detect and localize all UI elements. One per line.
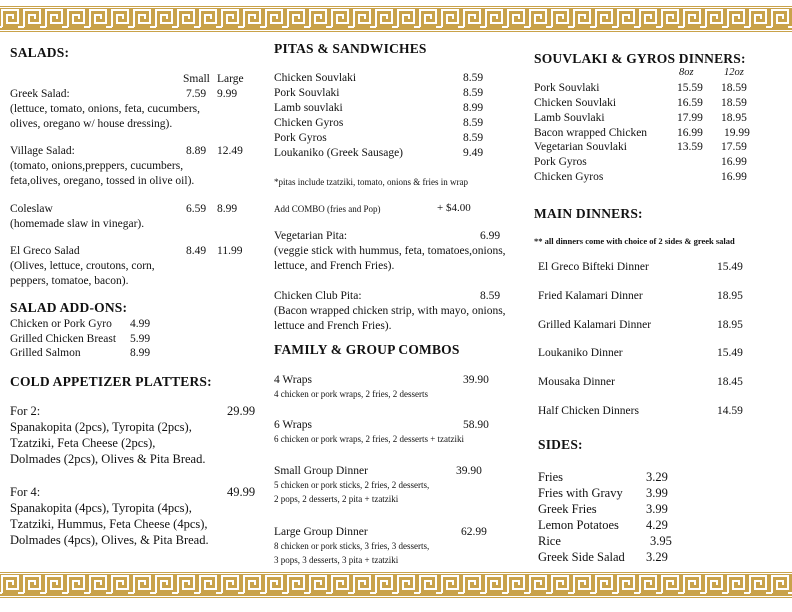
platter-line: Dolmades (2pcs), Olives & Pita Bread. <box>10 452 206 466</box>
greek-key-pattern-icon <box>0 6 792 32</box>
side-name: Greek Side Salad <box>538 550 625 564</box>
souvlaki-name: Lamb Souvlaki <box>534 112 605 124</box>
side-price: 4.29 <box>646 518 668 532</box>
pita-price: 9.49 <box>463 147 484 159</box>
side-name: Fries with Gravy <box>538 486 623 500</box>
pita-price: 8.59 <box>463 72 484 84</box>
combo-label: Add COMBO (fries and Pop) <box>274 204 381 214</box>
combo-desc: 5 chicken or pork sticks, 2 fries, 2 desserts, <box>274 480 430 490</box>
greek-key-border-top <box>0 6 792 32</box>
salad-desc: feta,olives, oregano, tossed in olive oil). <box>10 175 195 187</box>
pita-price: 8.59 <box>463 132 484 144</box>
veg-pita-desc: lettuce, and French Fries). <box>274 260 395 272</box>
platter-name: For 2: <box>10 404 41 418</box>
pita-price: 8.99 <box>463 102 484 114</box>
dinner-name: Half Chicken Dinners <box>538 405 639 417</box>
combo-name: Large Group Dinner <box>274 526 368 538</box>
salad-small-price: 7.59 <box>186 88 207 100</box>
platter-line: Dolmades (4pcs), Olives, & Pita Bread. <box>10 533 209 547</box>
side-price: 3.99 <box>646 502 668 516</box>
souvlaki-8oz-price: 13.59 <box>677 141 703 153</box>
salad-name: Greek Salad: <box>10 88 70 100</box>
club-pita-desc: lettuce and French Fries). <box>274 320 392 332</box>
souvlaki-col-12oz: 12oz <box>724 67 744 78</box>
salad-desc: olives, oregano w/ house dressing). <box>10 118 173 130</box>
platter-line: Tzatziki, Feta Cheese (2pcs), <box>10 436 156 450</box>
souvlaki-8oz-price: 16.59 <box>677 97 703 109</box>
souvlaki-name: Pork Souvlaki <box>534 82 600 94</box>
pita-name: Loukaniko (Greek Sausage) <box>274 147 404 159</box>
salad-small-price: 8.49 <box>186 245 207 257</box>
combo-desc: 2 pops, 2 desserts, 2 pita + tzatziki <box>274 494 399 504</box>
greek-key-border-bottom <box>0 572 792 598</box>
platter-line: Spanakopita (2pcs), Tyropita (2pcs), <box>10 420 192 434</box>
dinner-name: El Greco Bifteki Dinner <box>538 261 649 273</box>
souvlaki-name: Bacon wrapped Chicken <box>534 127 648 139</box>
family-combos-heading: FAMILY & GROUP COMBOS <box>274 342 460 357</box>
platter-line: Spanakopita (4pcs), Tyropita (4pcs), <box>10 501 192 515</box>
main-dinners-note: ** all dinners come with choice of 2 sides & greek salad <box>534 236 735 246</box>
souvlaki-12oz-price: 16.99 <box>721 156 747 168</box>
combo-item-price: 58.90 <box>463 419 489 431</box>
club-pita-desc: (Bacon wrapped chicken strip, with mayo, onions, <box>274 305 506 317</box>
souvlaki-12oz-price: 19.99 <box>724 127 750 139</box>
souvlaki-8oz-price: 15.59 <box>677 82 703 94</box>
combo-item-price: 39.90 <box>456 465 482 477</box>
addon-name: Chicken or Pork Gyro <box>10 318 112 330</box>
combo-desc: 6 chicken or pork wraps, 2 fries, 2 desserts + tzatziki <box>274 434 465 444</box>
souvlaki-col-8oz: 8oz <box>679 67 694 78</box>
salad-desc: peppers, tomatoe, bacon). <box>10 275 129 287</box>
souvlaki-12oz-price: 18.59 <box>721 82 747 94</box>
souvlaki-heading: SOUVLAKI & GYROS DINNERS: <box>534 51 746 66</box>
dinner-price: 15.49 <box>717 261 743 273</box>
salad-desc: (Olives, lettuce, croutons, corn, <box>10 260 155 272</box>
combo-desc: 8 chicken or pork sticks, 3 fries, 3 desserts, <box>274 541 430 551</box>
salads-col-small: Small <box>183 73 210 85</box>
side-price: 3.99 <box>646 486 668 500</box>
combo-name: 6 Wraps <box>274 419 312 431</box>
side-name: Lemon Potatoes <box>538 518 619 532</box>
platter-name: For 4: <box>10 485 41 499</box>
souvlaki-12oz-price: 18.59 <box>721 97 747 109</box>
dinner-name: Grilled Kalamari Dinner <box>538 319 652 331</box>
pita-name: Pork Souvlaki <box>274 87 340 99</box>
salad-small-price: 8.89 <box>186 145 207 157</box>
souvlaki-name: Chicken Souvlaki <box>534 97 617 109</box>
salad-addons-heading: SALAD ADD-ONS: <box>10 300 128 315</box>
pita-name: Chicken Souvlaki <box>274 72 357 84</box>
combo-item-price: 39.90 <box>463 374 489 386</box>
side-name: Greek Fries <box>538 502 597 516</box>
salad-large-price: 11.99 <box>217 245 243 257</box>
side-price: 3.29 <box>646 550 668 564</box>
platter-price: 49.99 <box>227 485 256 499</box>
dinner-price: 14.59 <box>717 405 743 417</box>
veg-pita-name: Vegetarian Pita: <box>274 230 348 242</box>
salad-desc: (lettuce, tomato, onions, feta, cucumbers, <box>10 103 201 115</box>
salad-large-price: 8.99 <box>217 203 238 215</box>
salad-name: El Greco Salad <box>10 245 80 257</box>
veg-pita-price: 6.99 <box>480 230 501 242</box>
salad-name: Village Salad: <box>10 145 75 157</box>
side-price: 3.29 <box>646 470 668 484</box>
addon-price: 5.99 <box>130 333 151 345</box>
cold-platters-heading: COLD APPETIZER PLATTERS: <box>10 374 212 389</box>
combo-item-price: 62.99 <box>461 526 487 538</box>
souvlaki-8oz-price: 17.99 <box>677 112 703 124</box>
combo-desc: 4 chicken or pork wraps, 2 fries, 2 desserts <box>274 389 428 399</box>
pita-name: Pork Gyros <box>274 132 327 144</box>
souvlaki-8oz-price: 16.99 <box>677 127 703 139</box>
platter-price: 29.99 <box>227 404 256 418</box>
combo-price: + $4.00 <box>437 202 471 214</box>
pita-name: Lamb souvlaki <box>274 102 343 114</box>
combo-desc: 3 pops, 3 desserts, 3 pita + tzatziki <box>274 555 399 565</box>
salad-name: Coleslaw <box>10 203 53 215</box>
dinner-price: 18.95 <box>717 290 743 302</box>
side-name: Rice <box>538 534 561 548</box>
salads-col-large: Large <box>217 73 244 85</box>
souvlaki-name: Vegetarian Souvlaki <box>534 141 627 153</box>
salads-heading: SALADS: <box>10 45 70 60</box>
combo-name: Small Group Dinner <box>274 465 368 477</box>
veg-pita-desc: (veggie stick with hummus, feta, tomatoes,onions, <box>274 245 506 257</box>
side-name: Fries <box>538 470 563 484</box>
pita-name: Chicken Gyros <box>274 117 344 129</box>
salad-desc: (tomato, onions,preppers, cucumbers, <box>10 160 184 172</box>
addon-name: Grilled Chicken Breast <box>10 333 117 345</box>
pitas-heading: PITAS & SANDWICHES <box>274 41 427 56</box>
dinner-name: Loukaniko Dinner <box>538 347 623 359</box>
dinner-price: 18.45 <box>717 376 743 388</box>
dinner-price: 15.49 <box>717 347 743 359</box>
souvlaki-12oz-price: 16.99 <box>721 171 747 183</box>
salad-small-price: 6.59 <box>186 203 207 215</box>
main-dinners-heading: MAIN DINNERS: <box>534 206 643 221</box>
pitas-note: *pitas include tzatziki, tomato, onions & fries in wrap <box>274 177 468 187</box>
greek-key-pattern-icon <box>0 572 792 598</box>
souvlaki-name: Pork Gyros <box>534 156 587 168</box>
addon-price: 8.99 <box>130 347 151 359</box>
dinner-name: Mousaka Dinner <box>538 376 615 388</box>
sides-heading: SIDES: <box>538 437 583 452</box>
pita-price: 8.59 <box>463 117 484 129</box>
souvlaki-name: Chicken Gyros <box>534 171 604 183</box>
side-price: 3.95 <box>650 534 672 548</box>
club-pita-price: 8.59 <box>480 290 501 302</box>
addon-name: Grilled Salmon <box>10 347 81 359</box>
combo-name: 4 Wraps <box>274 374 312 386</box>
salad-large-price: 9.99 <box>217 88 238 100</box>
dinner-name: Fried Kalamari Dinner <box>538 290 643 302</box>
souvlaki-12oz-price: 18.95 <box>721 112 747 124</box>
pita-price: 8.59 <box>463 87 484 99</box>
addon-price: 4.99 <box>130 318 151 330</box>
platter-line: Tzatziki, Hummus, Feta Cheese (4pcs), <box>10 517 208 531</box>
club-pita-name: Chicken Club Pita: <box>274 290 362 302</box>
dinner-price: 18.95 <box>717 319 743 331</box>
souvlaki-12oz-price: 17.59 <box>721 141 747 153</box>
salad-desc: (homemade slaw in vinegar). <box>10 218 145 230</box>
salad-large-price: 12.49 <box>217 145 243 157</box>
